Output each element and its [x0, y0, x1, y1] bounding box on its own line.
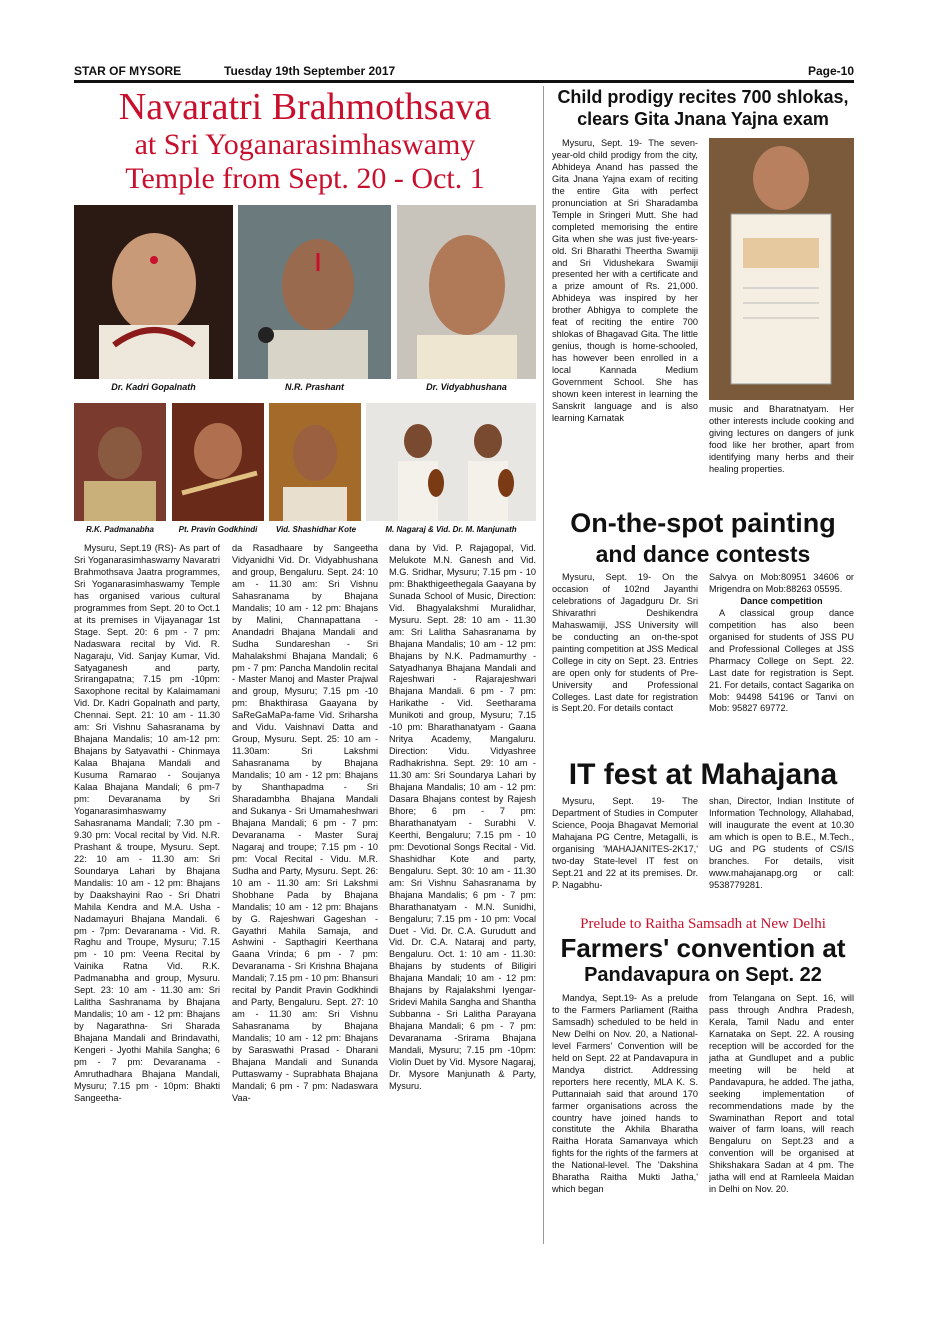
photo-abhideya-anand — [709, 138, 854, 400]
prodigy-column-1 — [552, 138, 698, 500]
navaratri-headline — [74, 86, 536, 196]
photo-shashidhar-kote — [269, 403, 361, 521]
masthead-rule — [74, 80, 854, 83]
navaratri-title-line2: at Sri Yoganarasimhaswamy — [134, 128, 476, 161]
painting-headline-line2: and dance contests — [595, 541, 811, 567]
farmers-text-1: Mandya, Sept.19- As a prelude to the Farmers Parliament (Raitha Samsadh) scheduled to be held in New Delhi on Nov. 20, a National-level Farmers' Convention will be held on Sept. 22 at Pandavapura in Mandya district. Addressing reporters here recently, MLA K. S. Puttannaiah said that around 170 farmer organisations across the country have joined hands to constitute the Akhila Bharatha Raitha Horata Samanvaya which fights for the rights of the farmers at the National-level. The 'Dakshina Bharatha Raitha Mukti Jatha,' which began — [552, 993, 698, 1195]
farmers-headline — [552, 933, 854, 987]
farmers-column-1 — [552, 993, 698, 1248]
navaratri-text-1: Mysuru, Sept.19 (RS)- As part of Sri Yoganarasimhaswamy Navaratri Brahmothsava Jaatra programmes, Sri Yoganarasimhaswamy Temple has organised various cultural programmes from Sept. 20 to Oct.1 at its premises in Vijayanagar 1st Stage. Sept. 20: 6 pm - 7 pm: Nadaswara recital by Vid. R. Nagaraju, Vid. Sanjay Kumar, Vid. Satyaganesh and party, Srirangapatna; 7.15 pm -10pm: Saxophone recital by Kalaimamani Vid. Dr. Kadri Gopalnath and party, Chennai. Sept. 21: 10 am - 11.30 am: Sri Vishnu Sahasranama by Bhajana Mandalis; 10 am-12 pm: Bhajans by Satyavathi - Chinmaya Kalaa Bhajana Mandali and Kusuma Ramarao - Soujanya Kalaa Bhajana Mandali; 6 pm-7 pm: Devaranama by Sri Yoganarasimhaswamy Sahasranama Mandali; 7.30 pm - 9.30 pm: Vocal recital by Vid. N.R. Prashant & troupe, Mysuru. Sept. 22: 10 am - 11.30 am: Sri Soundarya Lahari by Bhajana Mandalis: 10 am - 12 pm: Bhajans by Daakshayini Rao - Sri Dhatri Mahila Kendra and M.A. Usha - Nadamayuri Bhajana Mandali. 6 pm - 7pm: Devaranama - Vid. R. Raghu and Troupe, Mysuru; 7.15 pm - 10 pm: Veena Recital by Vainika Ratna Vid. R.K. Padmanabha and group, Mysuru. Sept. 23: 10 am - 11.30 am: Sri Lalitha Sashranama by Bhajana Mandalis; 10 am - 12 pm: Bhajans by Nagarathna- Sri Sharada Bhajana Mandali and Brindavathi, Kengeri - Jyothi Mahila Sangha; 6 pm - 7 pm: Devaranama - Amruthadhara Bhajana Mandali, Mysuru; 7.15 pm - 10pm: Bhakti Sangeetha- — [74, 543, 220, 1103]
itfest-headline: IT fest at Mahajana — [568, 758, 838, 791]
prodigy-headline-line2: clears Gita Jnana Yajna exam — [577, 109, 829, 129]
prodigy-column-2 — [709, 404, 854, 500]
painting-text-1: Mysuru, Sept. 19- On the occasion of 102nd Jayanthi celebrations of Jagadguru Dr. Sri Shivarathri Deshikendra Mahaswamiji, JSS University will be conducting an on-the-spot painting competition at JSS Medical College in city on Sept. 23. Entries are open only for students of Pre-University and Professional Colleges. Last date for registration is Sept.20. For details contact — [552, 572, 698, 714]
itfest-text-1: Mysuru, Sept. 19- The Department of Studies in Computer Science, Pooja Bhagavat Memorial Mahajana PG Centre, Metagalli, is organising 'MAHAJANITES-2K17,' two-day State-level IT fest on Sept.21 and 22 at its premises. Dr. P. Nagabhu- — [552, 796, 698, 890]
navaratri-column-3 — [389, 543, 536, 1248]
prodigy-headline — [552, 86, 854, 130]
farmers-text-2: from Telangana on Sept. 16, will pass through Andhra Pradesh, Kerala, Tamil Nadu and enter Karnataka on Sept. 22. A rousing reception will be accorded for the jatha at Gundlupet and a public meeting will be held at Pandavapura, he added. The jatha, seeking implementation of recommendations made by the Swaminathan Report and total waiver of farm loans, will reach Bengaluru on Sept.23 and a convention will be organised at Shikshakara Sadan at 4 pm. The jatha will end at Ramleela Maidan in Delhi on Nov. 20. — [709, 993, 854, 1195]
navaratri-title-line1: Navaratri Brahmothsava — [118, 86, 492, 128]
issue-date: Tuesday 19th September 2017 — [224, 64, 396, 78]
prodigy-headline-line1: Child prodigy recites 700 shlokas, — [557, 87, 849, 107]
caption-vidyabhushana: Dr. Vidyabhushana — [426, 382, 507, 392]
caption-pravin-godkhindi: Pt. Pravin Godkhindi — [178, 525, 258, 534]
farmers-headline-line1: Farmers' convention at — [560, 933, 846, 963]
masthead — [74, 64, 854, 78]
itfest-text-2: shan, Director, Indian Institute of Information Technology, Allahabad, will inaugurate the event at 10.30 am which is open to B.E., M.Tech., UG and PG students of CS/IS branches. For details, visit www.mahajanapg.org or call: 9538779281. — [709, 796, 854, 890]
navaratri-column-2 — [232, 543, 378, 1248]
painting-column-2 — [709, 572, 854, 756]
photo-pravin-godkhindi — [172, 403, 264, 521]
itfest-column-1 — [552, 796, 698, 912]
navaratri-column-1 — [74, 543, 220, 1248]
navaratri-text-2: da Rasadhaare by Sangeetha Vidyanidhi Vid. Dr. Vidyabhushana and group, Bengaluru. Sept. 24: 10 am - 11.30 am: Sri Vishnu Sahasranama by Bhajana Mandalis; 10 am - 12 pm: Bhajans by Malini, Channapattana - Anandadri Bhajana Mandali and Sudha Sundareshan - Sri Mahalakshmi Bhajana Mandali; 6 pm - 7 pm: Pancha Mandolin recital - Master Manoj and Master Prajwal and group, Mysuru; 7.15 pm -10 pm: Bhakthirasa Gaayana by SaReGaMaPa-fame Vid. Sriharsha and Vidu. Vaishnavi Datta and Group, Mysuru. Sept. 25: 10 am - 11.30am: Sri Lakshmi Sahasranama by Bhajana Mandalis; 10 am - 12 pm: Bhajans by Shanthapadma - Sri Sharadambha Bhajana Mandali and Sukanya - Sri Umamaheshwari Bhajana Mandali; 6 pm - 7 pm: Devaranama - Master Suraj Nagaraj and troupe; 7.15 pm - 10 pm: Vocal Recital - Vidu. M.R. Sudha and Party, Mysuru. Sept. 26: 10 am - 11.30 am: Sri Lakshmi Shobhane Pada by Bhajana Mandalis; 10 am - 12 pm: Bhajans by G. Rajeshwari Gageshan - Gayathri Mahila Samaja, and Ashwini - Sapthagiri Keerthana Gaana Vrinda; 6 pm - 7 pm: Devaranama - Sri Krishna Bhajana Mandali; 7.15 pm - 10 pm: Bhansuri recital by Pandit Pravin Godkhindi and Party, Bengaluru. Sept. 27: 10 am - 11.30 am: Sri Vishnu Sahasranama by Bhajana Mandalis; 10 am - 12 pm: Bhajans by Saraswathi Prasad - Dharani Bhajana Mandali and Sunanda Puttaswamy - Suprabhata Bhajana Mandali; 6 pm - 7 pm: Nadaswara Vaa- — [232, 543, 378, 1103]
navaratri-title-line3: Temple from Sept. 20 - Oct. 1 — [125, 162, 485, 195]
prodigy-text-2: music and Bharatnatyam. Her other interests include cooking and giving lectures on dangers of junk food like her brother, apart from identifying many herbs and their healing properties. — [709, 404, 854, 474]
caption-nr-prashant: N.R. Prashant — [284, 382, 344, 392]
caption-nagaraj-manjunath: M. Nagaraj & Vid. Dr. M. Manjunath — [385, 525, 517, 534]
painting-headline-line1: On-the-spot painting — [570, 508, 836, 538]
photo-nagaraj-manjunath — [366, 403, 536, 521]
navaratri-text-3: dana by Vid. P. Rajagopal, Vid. Melukote M.N. Ganesh and Vid. M.G. Sridhar, Mysuru; 7.15 pm - 10 pm: Bhakthigeethegala Gaayana by Sunada School of Music, Direction: Vid. Bhagyalakshmi Muralidhar, Mysuru. Sept. 28: 10 am - 11.30 am: Sri Lalitha Sahasranama by Bhajana Mandalis; 10 am - 12 pm: Bhajans by N.K. Padmamurthy - Satyadhanya Bhajana Mandali and Rajeshwari - Rajarajeshwari Bhajana Mandali. 6 pm - 7 pm: Harikathe - Vid. Seetharama Munikoti and group, Mysuru; 7.15 -10 pm: Bharathanatyam - Gaana Nritya Academy, Mangaluru. Direction: Vidu. Vidyashree Radhakrishna. Sept. 29: 10 am - 11.30 am: Sri Soundarya Lahari by Bhajana Mandalis; 10 am - 12 pm: Dasara Bhajans contest by Rajesh Bhore; 6 pm - 7 pm: Bharathanatyam - Surabhi V. Keerthi, Bengaluru; 7.15 pm - 10 pm: Devotional Songs Recital - Vid. Shashidhar Kote and party, Bengaluru. Sept. 30: 10 am - 11.30 am: Sri Vishnu Sahasranama by Bhajana Mandalis; 6 pm - 7 pm: Bharathanatyam - M.N. Sunidhi, Bengaluru; 7.15 pm - 10 pm: Vocal Duet - Vid. Dr. C.A. Gurudutt and Vid. Dr. C.A. Nataraj and party, Bengaluru. Oct. 1: 10 am - 11.30: Bhajans by students of Biligiri Bhajana Mandali; 10 am - 12 pm: Bhajans by Rajalakshmi Iyengar- Sridevi Mahila Sangha and Shantha Subbanna - Sri Lalitha Parayana Bhajana Mandali; 6 pm - 7 pm: Devaranama -Srirama Bhajana Mandali, Mysuru; 7.15 pm -10pm: Violin Duet by Vid. Mysore Nagaraj, Dr. Mysore Manjunath & Party, Mysuru. — [389, 543, 536, 1091]
itfest-column-2 — [709, 796, 854, 912]
caption-shashidhar-kote: Vid. Shashidhar Kote — [275, 525, 357, 534]
photo-vidyabhushana — [397, 205, 536, 379]
farmers-column-2 — [709, 993, 854, 1248]
photo-rk-padmanabha — [74, 403, 166, 521]
photo-kadri-gopalnath — [74, 205, 233, 379]
prodigy-text-1: Mysuru, Sept. 19- The seven-year-old child prodigy from the city, Abhideya Anand has passed the Gita Jnana Yajna exam of reciting the entire Gita with perfect pronunciation at Sri Sharadamba Temple in Sringeri Mutt. She had completed memorising the entire Gita when she was just five-years-old. Sri Bharathi Theertha Swamiji and Sri Vidushekara Swamiji presented her with a certificate and a prize amount of Rs. 21,000. Abhideya was inspired by her brother Abhigya to complete the feat of reciting the entire 700 shlokas of Bhagavad Gita. The little genius, though is home-schooled, has however been enrolled in a local Kannada Medium Government School. She has shown keen interest in learning the Sanskrit language and is also learning Karnatak — [552, 138, 698, 423]
caption-rk-padmanabha: R.K. Padmanabha — [85, 525, 154, 534]
painting-text-2b: A classical group dance competition has also been organised for students of JSS PU and Professional Colleges at JSS Pharmacy College on Sept. 22. Last date for registration is Sept. 21. For details, contact Sagarika on Mob: 94498 54196 or Tanvi on Mob: 95827 69772. — [709, 607, 854, 714]
caption-kadri-gopalnath: Dr. Kadri Gopalnath — [111, 382, 196, 392]
photo-nr-prashant — [238, 205, 391, 379]
painting-text-2a: Salvya on Mob:80951 34606 or Mrigendra on Mob:88263 05595. — [709, 572, 854, 594]
farmers-headline-line2: Pandavapura on Sept. 22 — [584, 964, 822, 986]
farmers-prelude: Prelude to Raitha Samsadh at New Delhi — [580, 916, 826, 932]
painting-subhead: Dance competition — [740, 595, 823, 606]
painting-column-1 — [552, 572, 698, 756]
painting-headline — [552, 508, 854, 570]
page-number: Page-10 — [807, 64, 854, 78]
paper-name: STAR OF MYSORE — [74, 64, 182, 78]
column-divider — [543, 86, 544, 1244]
